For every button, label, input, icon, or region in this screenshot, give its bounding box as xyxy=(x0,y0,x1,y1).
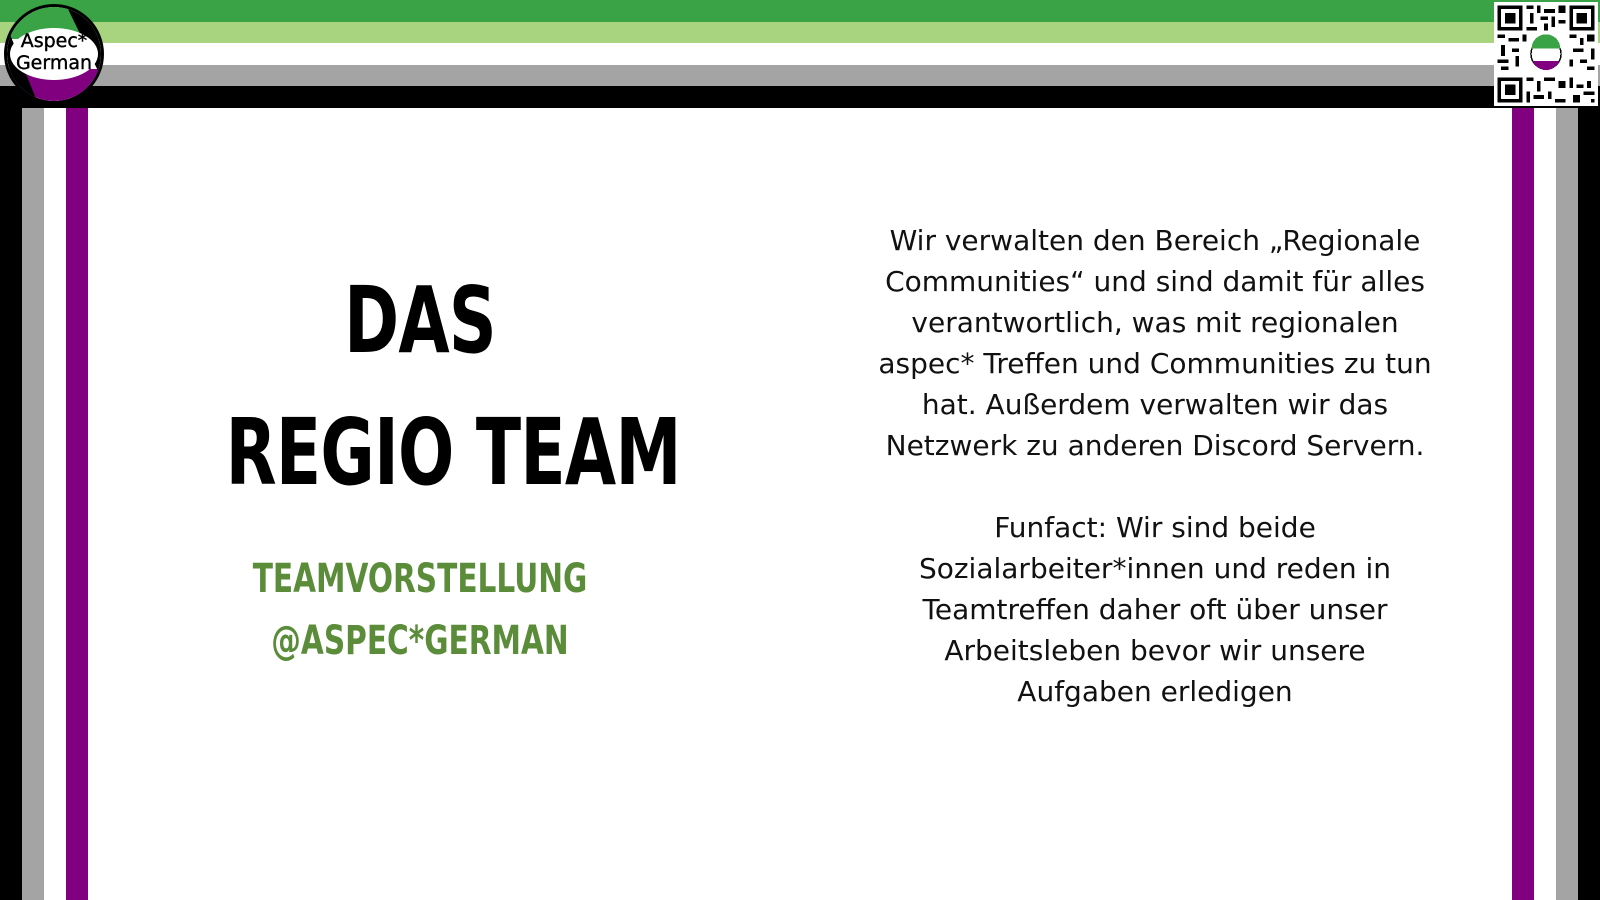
left-stripe-white xyxy=(44,108,66,900)
description-line: verantwortlich, was mit regionalen xyxy=(911,306,1399,339)
description-line: Netzwerk zu anderen Discord Servern. xyxy=(885,429,1425,462)
right-stripe-white xyxy=(1534,108,1556,900)
page-title-line2: REGIO TEAM xyxy=(225,399,681,506)
description-line: Wir verwalten den Bereich „Regionale xyxy=(889,224,1421,257)
flag-stripe-white xyxy=(0,43,1600,65)
funfact-line: Arbeitsleben bevor wir unsere xyxy=(944,634,1366,667)
funfact-line: Aufgaben erledigen xyxy=(1017,675,1293,708)
funfact-line: Teamtreffen daher oft über unser xyxy=(922,593,1388,626)
subtitle-line1: TEAMVORSTELLUNG xyxy=(252,556,588,602)
right-stripe-black xyxy=(1578,108,1600,900)
aspec-german-logo xyxy=(4,4,104,104)
description-line: Communities“ und sind damit für alles xyxy=(885,265,1425,298)
qr-code-graphic xyxy=(1494,2,1598,106)
team-description xyxy=(850,220,1460,712)
left-stripe-purple xyxy=(66,108,88,900)
flag-stripe-gray xyxy=(0,65,1600,86)
flag-stripe-light-green xyxy=(0,22,1600,43)
flag-stripe-black xyxy=(0,86,1600,108)
right-stripe-purple xyxy=(1512,108,1534,900)
right-stripe-gray xyxy=(1556,108,1578,900)
qr-code-icon[interactable] xyxy=(1494,2,1598,106)
description-line: aspec* Treffen und Communities zu tun xyxy=(878,347,1432,380)
funfact-line: Sozialarbeiter*innen und reden in xyxy=(918,552,1392,585)
title-block xyxy=(150,255,690,519)
flag-stripe-dark-green xyxy=(0,0,1600,22)
paragraph-gap xyxy=(850,466,1460,507)
subtitle-line2: @ASPEC*GERMAN xyxy=(271,618,569,664)
logo-line1: Aspec* xyxy=(20,30,88,52)
funfact-line: Funfact: Wir sind beide xyxy=(994,511,1316,544)
description-line: hat. Außerdem verwalten wir das xyxy=(921,388,1389,421)
subtitle-block xyxy=(150,548,690,672)
left-stripe-black xyxy=(0,108,22,900)
logo-line2: German xyxy=(15,52,93,74)
page-title-line1: DAS xyxy=(344,267,496,374)
left-stripe-gray xyxy=(22,108,44,900)
